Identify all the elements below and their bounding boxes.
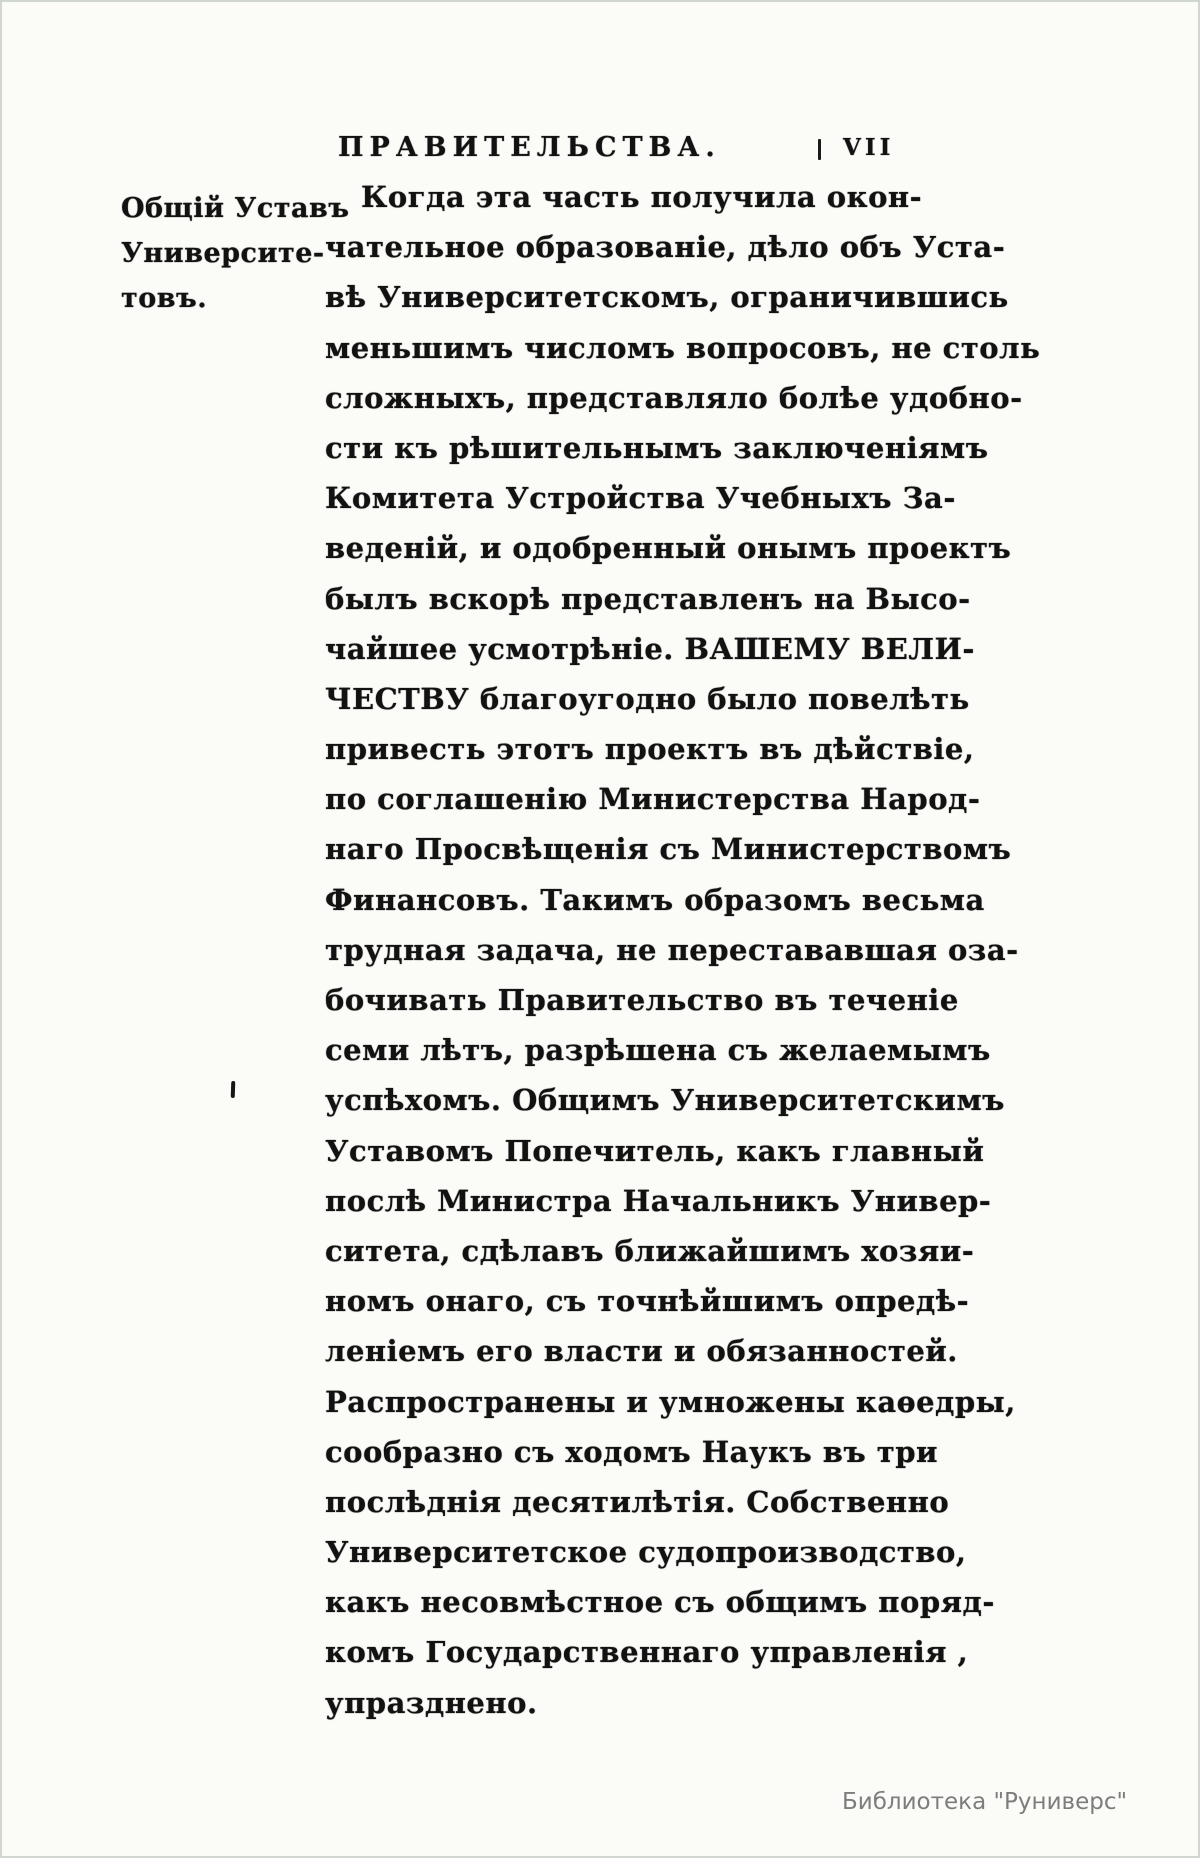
text-line: меньшимъ числомъ вопросовъ, не столь bbox=[325, 330, 1041, 365]
text-line: чательное образованіе, дѣло объ Уста- bbox=[325, 230, 1006, 265]
text-line: Комитета Устройства Учебныхъ За- bbox=[325, 481, 956, 516]
text-line: Уставомъ Попечитель, какъ главный bbox=[325, 1133, 985, 1168]
text-line: сложныхъ, представляло болѣе удобно- bbox=[325, 380, 1023, 415]
text-line: по соглашенію Министерства Народ- bbox=[325, 782, 981, 817]
text-line: бочивать Правительство въ теченіе bbox=[325, 983, 959, 1017]
margin-note-line: Университе- bbox=[121, 238, 325, 269]
text-line: вѣ Университетскомъ, ограничившись bbox=[325, 280, 1009, 315]
text-line: Когда эта часть получила окон- bbox=[361, 180, 923, 214]
running-header-title: ПРАВИТЕЛЬСТВА. bbox=[338, 132, 721, 163]
margin-note bbox=[121, 186, 350, 321]
text-line: послѣднія десятилѣтія. Собственно bbox=[325, 1484, 950, 1519]
text-line: привесть этотъ проектъ въ дѣйствіе, bbox=[325, 732, 975, 767]
text-line: Университетское судопроизводство, bbox=[325, 1535, 967, 1570]
main-text-column bbox=[325, 172, 1041, 1728]
text-line: веденій, и одобренный онымъ проектъ bbox=[325, 531, 1012, 566]
text-line: какъ несовмѣстное съ общимъ поряд- bbox=[325, 1585, 995, 1620]
text-line: сти къ рѣшительнымъ заключеніямъ bbox=[325, 430, 989, 465]
text-line: семи лѣтъ, разрѣшена съ желаемымъ bbox=[325, 1033, 991, 1068]
ink-artifact-mark bbox=[818, 139, 821, 160]
text-line: леніемъ его власти и обязанностей. bbox=[325, 1334, 958, 1369]
text-line: успѣхомъ. Общимъ Университетскимъ bbox=[325, 1083, 1005, 1118]
text-line: ситета, сдѣлавъ ближайшимъ хозяи- bbox=[325, 1233, 975, 1268]
text-line: Распространены и умножены каѳедры, bbox=[325, 1384, 1016, 1419]
margin-note-line: Общій Уставъ bbox=[121, 193, 350, 224]
text-line: упразднено. bbox=[325, 1685, 538, 1720]
text-line: комъ Государственнаго управленія , bbox=[325, 1635, 969, 1670]
text-line: ЧЕСТВУ благоугодно было повелѣть bbox=[325, 681, 970, 716]
text-line: Финансовъ. Такимъ образомъ весьма bbox=[325, 882, 985, 917]
text-line: чайшее усмотрѣніе. ВАШЕМУ ВЕЛИ- bbox=[325, 631, 975, 666]
page-number: VII bbox=[843, 134, 895, 161]
margin-note-line: товъ. bbox=[121, 283, 208, 314]
text-line: былъ вскорѣ представленъ на Высо- bbox=[325, 581, 971, 616]
text-line: наго Просвѣщенія съ Министерствомъ bbox=[325, 832, 1012, 867]
text-line: послѣ Министра Начальникъ Универ- bbox=[325, 1183, 992, 1218]
text-line: трудная задача, не перестававшая оза- bbox=[325, 932, 1019, 967]
text-line: номъ онаго, съ точнѣйшимъ опредѣ- bbox=[325, 1284, 970, 1319]
ink-artifact-mark bbox=[231, 1081, 236, 1098]
text-line: сообразно съ ходомъ Наукъ въ три bbox=[325, 1434, 939, 1469]
library-watermark: Библиотека "Руниверс" bbox=[842, 1789, 1128, 1815]
